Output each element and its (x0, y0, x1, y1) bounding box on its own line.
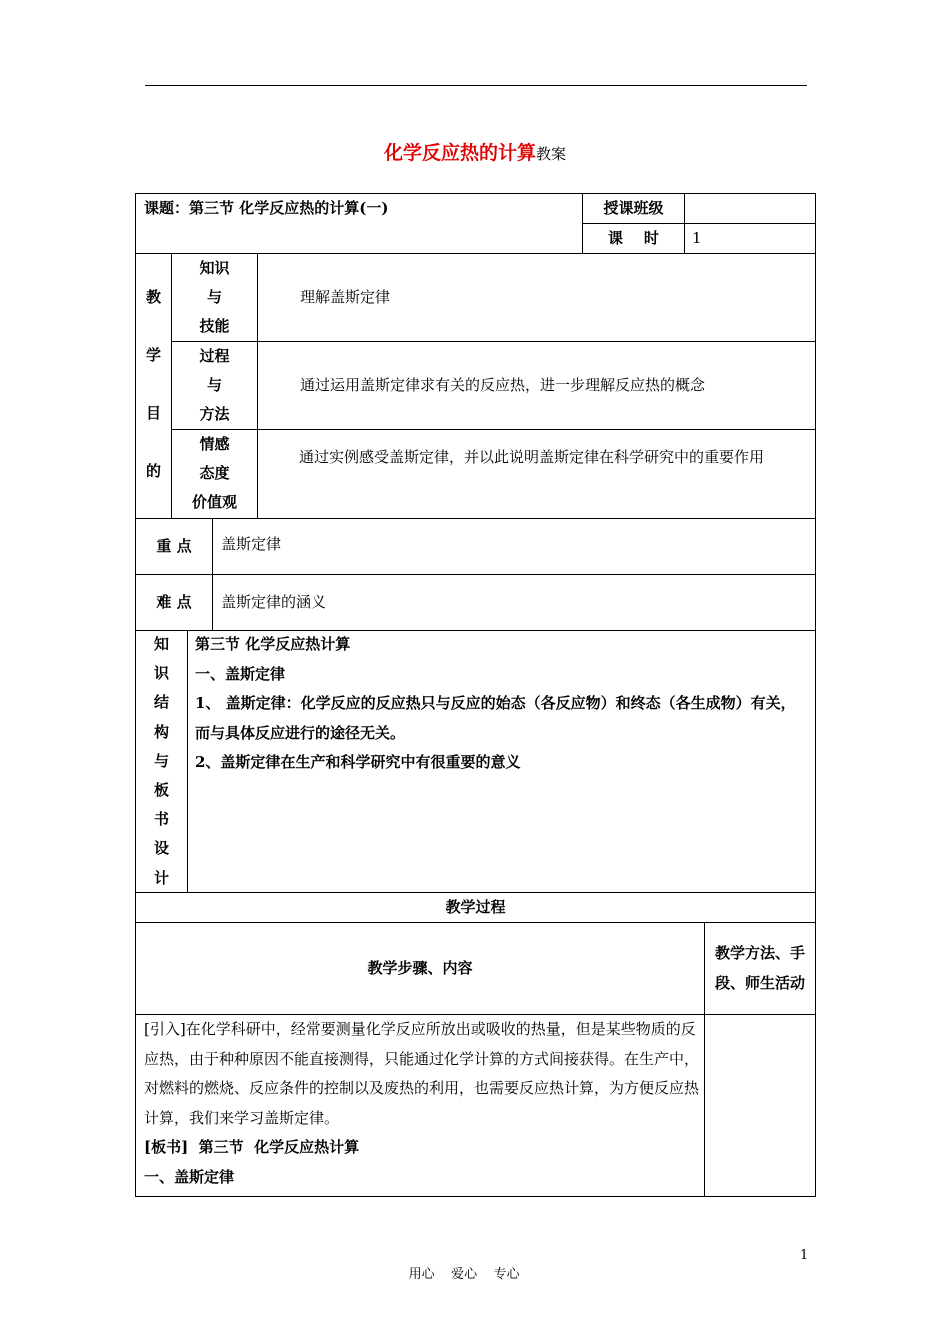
board-line: 2、盖斯定律在生产和科学研究中有很重要的意义 (195, 753, 521, 771)
objectives-label (136, 283, 171, 488)
steps-header (136, 922, 704, 1014)
label-line: 技能 (199, 316, 230, 335)
objective-knowledge-label (172, 253, 257, 341)
class-value-cell (692, 193, 812, 223)
objectives-char: 的 (145, 462, 161, 480)
board-char: 结 (153, 693, 169, 712)
board-label (136, 630, 187, 892)
class-label-cell (583, 193, 684, 223)
board-char: 知 (153, 635, 169, 653)
label-line: 情感 (199, 435, 230, 453)
key-point-text: 盖斯定律 (221, 535, 282, 553)
period-value: 1 (692, 228, 702, 247)
label-line: 方法 (199, 404, 230, 423)
objectives-char: 教 (145, 288, 161, 306)
difficulty-label-text: 难 点 (156, 592, 192, 611)
objectives-char: 目 (145, 404, 161, 422)
objective-text: 通过运用盖斯定律求有关的反应热，进一步理解反应热的概念 (300, 375, 706, 394)
objective-knowledge-content (266, 253, 812, 341)
board-char: 构 (153, 722, 169, 741)
board-note: [板书] 第三节 化学反应热计算 (144, 1138, 360, 1156)
process-heading-text: 教学过程 (445, 897, 506, 916)
board-char: 与 (153, 751, 169, 770)
key-point-label-text: 重 点 (156, 536, 192, 555)
process-heading (136, 892, 815, 922)
objective-process-content (266, 341, 812, 429)
label-line: 与 (206, 287, 222, 306)
label-line: 知识 (199, 258, 230, 277)
page-number-text: 1 (800, 1248, 809, 1263)
process-content (144, 1015, 700, 1195)
footer-motto (0, 1248, 920, 1282)
objective-text: 通过实例感受盖斯定律，并以此说明盖斯定律在科学研究中的重要作用 (299, 448, 765, 466)
board-content (195, 630, 810, 892)
methods-header (710, 922, 810, 1014)
objective-emotion-label (172, 429, 257, 518)
label-line: 态度 (199, 464, 230, 482)
board-line: 第三节 化学反应热计算 (195, 635, 351, 653)
difficulty-content (221, 574, 811, 630)
board-char: 设 (153, 839, 169, 858)
methods-header-text: 教学方法、手段、师生活动 (714, 944, 805, 992)
class-label: 授课班级 (603, 198, 664, 217)
period-value-cell (692, 223, 812, 253)
page-number (800, 1248, 808, 1263)
board-char: 板 (153, 781, 169, 800)
objectives-char: 学 (145, 346, 161, 364)
objective-process-label (172, 341, 257, 429)
label-line: 与 (206, 375, 222, 394)
difficulty-text: 盖斯定律的涵义 (221, 592, 327, 611)
period-label: 课 时 (608, 228, 659, 247)
board-line: 一、盖斯定律 (195, 664, 286, 683)
title-suffix: 教案 (536, 145, 567, 163)
difficulty-label (136, 574, 212, 630)
steps-header-text: 教学步骤、内容 (367, 958, 473, 977)
objective-text: 理解盖斯定律 (300, 287, 391, 306)
key-point-label (136, 518, 212, 574)
intro-paragraph: [引入]在化学科研中，经常要测量化学反应所放出或吸收的热量，但是某些物质的反应热，由于种种原因不能直接测得，只能通过化学计算的方式间接获得。在生产中，对燃料的燃烧、反应条件的控制以及废热的利用，也需要反应热计算，为方便反应热计算，我们来学习盖斯定律。 (144, 1020, 700, 1127)
key-point-content (221, 518, 811, 574)
period-label-cell (583, 223, 684, 253)
footer-motto-text: 用心 爱心 专心 (408, 1267, 520, 1282)
sub-heading: 一、盖斯定律 (144, 1167, 235, 1186)
topic-cell (144, 193, 580, 223)
board-line: 1、 盖斯定律：化学反应的反应热只与反应的始态（各反应物）和终态（各生成物）有关，而与具体反应进行的途径无关。 (195, 694, 796, 742)
board-char: 识 (153, 664, 169, 683)
board-char: 计 (153, 868, 169, 887)
label-line: 价值观 (191, 493, 237, 511)
label-line: 过程 (199, 346, 230, 365)
title-main: 化学反应热的计算 (383, 142, 536, 164)
board-char: 书 (153, 810, 169, 829)
topic-text: 课题：第三节 化学反应热的计算(一) (144, 198, 389, 217)
objective-emotion-content (265, 441, 810, 511)
